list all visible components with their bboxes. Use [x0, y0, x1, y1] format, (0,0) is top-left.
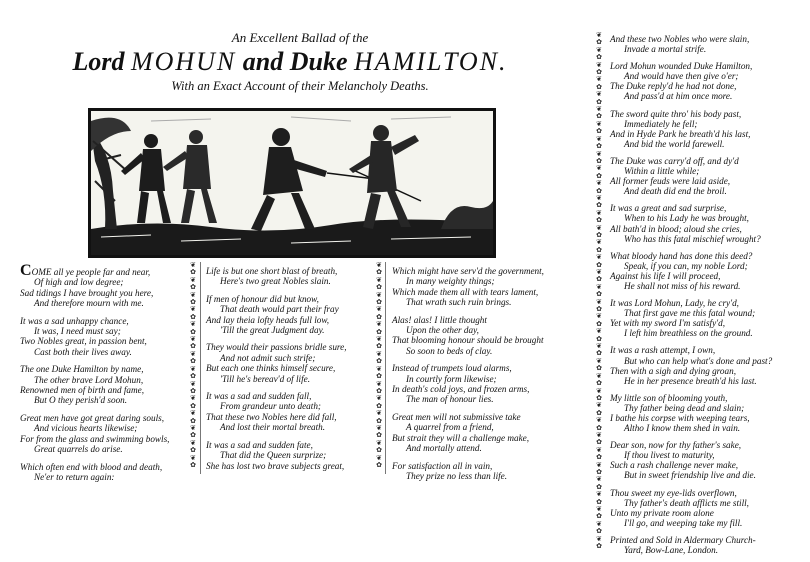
verse-line: That wrath such ruin brings.	[406, 297, 512, 308]
stanza	[206, 294, 374, 336]
verse-line: For satisfaction all in vain,	[392, 460, 493, 471]
verse-line: In many weighty things;	[406, 276, 495, 287]
verse-line: Life is but one short blast of breath,	[206, 266, 338, 276]
verse-line: And vicious hearts likewise;	[34, 423, 138, 434]
ornament-border-left: ❦ ✿ ❦ ✿ ❦ ✿ ❦ ✿ ❦ ✿ ❦ ✿ ❦ ✿ ❦ ✿ ❦ ✿ ❦ ✿ ❦ ✿ ❦ ✿ ❦ ✿ ❦ ✿	[190, 261, 196, 469]
verse-line	[20, 262, 188, 279]
stanza	[20, 462, 188, 483]
verse-line: It was a sad and sudden fall,	[206, 391, 312, 402]
stanza	[392, 363, 578, 405]
verse-line: It was a sad unhappy chance,	[20, 315, 129, 326]
verse-line: Within a little while;	[624, 166, 700, 177]
verse-line: I'll go, and weeping take my fill.	[624, 517, 743, 528]
verse-line: But O they perish'd soon.	[34, 395, 128, 406]
verse-line: Which might have serv'd the government,	[392, 266, 544, 276]
verse-line: 'Till the great Judgment day.	[220, 325, 325, 336]
verse-line: Great quarrels do arise.	[34, 444, 123, 455]
verse-line: Upon the other day,	[406, 325, 479, 336]
stanza	[206, 342, 374, 384]
verse-line: Thy father's death afflicts me still,	[624, 497, 749, 508]
ballad-column-4	[610, 34, 806, 562]
verse-line: And not admit such strife;	[220, 352, 316, 363]
verse-line: Immediately he fell;	[624, 118, 698, 129]
verse-line: In death's cold joys, and frozen arms,	[392, 384, 530, 395]
verse-line: And would have then give o'er;	[624, 71, 739, 82]
verse-line: They prize no less than life.	[406, 470, 508, 481]
title-word-and-duke: and Duke	[242, 47, 348, 76]
verse-line: The Duke was carry'd off, and dy'd	[610, 155, 739, 166]
verse-line: Altho I know them shed in vain.	[624, 423, 741, 434]
stanza	[20, 364, 188, 406]
title-word-lord: Lord	[72, 47, 125, 76]
verse-line: Invade a mortal strife.	[624, 44, 707, 55]
verse-line: But in sweet friendship live and die.	[624, 470, 756, 481]
stanza	[206, 391, 374, 433]
verse-line: And death did end the broil.	[624, 186, 727, 197]
verse-line: Unto my private room alone	[610, 507, 714, 518]
stanza	[610, 393, 806, 433]
verse-line: And mortally attend.	[406, 443, 482, 454]
drop-cap: C	[20, 262, 32, 279]
stanza	[610, 440, 806, 480]
verse-line: But strait they will a challenge make,	[392, 432, 530, 443]
verse-line: That first gave me this fatal wound;	[624, 308, 756, 319]
verse-line: Then with a sigh and dying groan,	[610, 365, 736, 376]
verse-line: When to his Lady he was brought,	[624, 213, 749, 224]
verse-line-text: OME all ye people far and near,	[31, 267, 151, 277]
verse-line: He in her presence breath'd his last.	[624, 375, 757, 386]
stanza	[610, 298, 806, 338]
stanza	[610, 535, 806, 555]
stanza	[392, 461, 578, 482]
verse-line: That these two Nobles here did fall,	[206, 411, 337, 422]
stanza	[206, 266, 374, 287]
verse-line: My little son of blooming youth,	[610, 392, 728, 403]
stanza	[20, 413, 188, 455]
column-rule	[200, 262, 201, 474]
duel-scene-image	[91, 111, 493, 255]
verse-line: So soon to beds of clay.	[406, 345, 493, 356]
verse-line: That did the Queen surprize;	[220, 450, 327, 461]
verse-line: The sword quite thro' his body past,	[610, 108, 742, 119]
verse-line: And lost their mortal breath.	[220, 422, 326, 433]
ballad-column-3	[392, 266, 578, 488]
verse-line: Renowned men of birth and fame,	[20, 385, 145, 396]
verse-line: Of high and low degree;	[34, 277, 124, 288]
verse-line: All former feuds were laid aside,	[610, 176, 731, 187]
title-word-hamilton: HAMILTON.	[354, 47, 508, 76]
verse-line: But who can help what's done and past?	[624, 355, 773, 366]
verse-line: And bid the world farewell.	[624, 138, 725, 149]
verse-line: I bathe his corpse with weeping tears,	[610, 413, 750, 423]
stanza	[392, 266, 578, 308]
verse-line: It was a rash attempt, I own,	[610, 345, 716, 356]
verse-line: Great men will not submissive take	[392, 411, 521, 422]
stanza	[610, 203, 806, 243]
verse-line: If men of honour did but know,	[206, 293, 319, 304]
verse-line: Ne'er to return again:	[34, 471, 115, 482]
verse-line: If thou livest to maturity,	[624, 450, 715, 461]
stanza	[610, 488, 806, 528]
ballad-column-1	[20, 262, 188, 489]
stanza	[610, 156, 806, 196]
verse-line: I left him breathless on the ground.	[624, 328, 753, 339]
verse-line: He shall not miss of his reward.	[624, 280, 741, 291]
verse-line: Speak, if you can, my noble Lord;	[624, 260, 748, 271]
verse-line: And pass'd at him once more.	[624, 91, 733, 102]
verse-line: The man of honour lies.	[406, 394, 494, 405]
verse-line: Thou sweet my eye-lids overflown,	[610, 487, 737, 498]
verse-line: The one Duke Hamilton by name,	[20, 364, 144, 375]
verse-line: Yet with my sword I'm satisfy'd,	[610, 318, 726, 329]
verse-line: That blooming honour should be brought	[392, 335, 544, 346]
stanza	[610, 251, 806, 291]
verse-line: Dear son, now for thy father's sake,	[610, 440, 742, 451]
verse-line: They would their passions bridle sure,	[206, 342, 347, 353]
verse-line: All bath'd in blood; aloud she cries,	[610, 223, 742, 234]
verse-line: Cast both their lives away.	[34, 346, 132, 357]
verse-line: In courtly form likewise;	[406, 373, 497, 384]
verse-line: And therefore mourn with me.	[34, 298, 144, 309]
stanza	[610, 345, 806, 385]
verse-line: Yard, Bow-Lane, London.	[624, 545, 719, 556]
verse-line: And these two Nobles who were slain,	[610, 34, 750, 44]
verse-line: The other brave Lord Mohun,	[34, 374, 144, 385]
verse-line: Who has this fatal mischief wrought?	[624, 233, 761, 244]
ornament-border-middle: ❦ ✿ ❦ ✿ ❦ ✿ ❦ ✿ ❦ ✿ ❦ ✿ ❦ ✿ ❦ ✿ ❦ ✿ ❦ ✿ ❦ ✿ ❦ ✿ ❦ ✿ ❦ ✿	[376, 261, 382, 469]
title-word-mohun: MOHUN	[130, 47, 237, 76]
verse-line: Printed and Sold in Aldermary Church-	[610, 534, 756, 545]
verse-line: And in Hyde Park he breath'd his last,	[610, 128, 751, 139]
woodcut-illustration	[88, 108, 496, 258]
verse-line: Lord Mohun wounded Duke Hamilton,	[610, 61, 753, 72]
stanza	[610, 61, 806, 101]
verse-line: Here's two great Nobles slain.	[220, 276, 331, 287]
stanza	[20, 316, 188, 358]
ballad-subtitle: With an Exact Account of their Melancholy Deaths.	[171, 79, 429, 93]
verse-line: Which often end with blood and death,	[20, 461, 163, 472]
ballad-column-2	[206, 266, 374, 478]
ornament-border-right: ❦ ✿ ❦ ✿ ❦ ✿ ❦ ✿ ❦ ✿ ❦ ✿ ❦ ✿ ❦ ✿ ❦ ✿ ❦ ✿ ❦ ✿ ❦ ✿ ❦ ✿ ❦ ✿ ❦ ✿ ❦ ✿ ❦ ✿ ❦ ✿ ❦ ✿ ❦ ✿ ❦ ✿ ❦ ✿ ❦ ✿ ❦ ✿ ❦ ✿ ❦ ✿ ❦ ✿ ❦ ✿ ❦ ✿ ❦ ✿ ❦ ✿ ❦ ✿ ❦ ✿ ❦ ✿ ❦ ✿	[596, 31, 602, 551]
stanza	[20, 262, 188, 309]
verse-line: Instead of trumpets loud alarms,	[392, 363, 512, 374]
stanza	[610, 34, 806, 54]
verse-line: Which made them all with tears lament,	[392, 286, 539, 297]
verse-line: Thy father being dead and slain;	[624, 402, 745, 413]
verse-line: Alas! alas! I little thought	[392, 314, 487, 325]
verse-line: What bloody hand has done this deed?	[610, 250, 753, 261]
stanza	[206, 440, 374, 471]
ballad-title-line: An Excellent Ballad of the	[231, 30, 369, 45]
stanza	[610, 109, 806, 149]
verse-line: A quarrel from a friend,	[406, 422, 494, 433]
verse-line: 'Till he's bereav'd of life.	[220, 373, 311, 384]
verse-line: Such a rash challenge never make,	[610, 460, 739, 471]
verse-line: Two Nobles great, in passion bent,	[20, 336, 147, 347]
verse-line: It was, I need must say;	[34, 326, 121, 337]
verse-line: That death would part their fray	[220, 304, 339, 315]
stanza	[392, 315, 578, 357]
verse-line: The Duke reply'd he had not done,	[610, 81, 737, 92]
ballad-main-title	[20, 48, 560, 76]
verse-line: It was a sad and sudden fate,	[206, 439, 313, 450]
verse-line: Against his life I will proceed,	[610, 270, 721, 281]
verse-line: From grandeur unto death;	[220, 401, 321, 412]
verse-line: She has lost two brave subjects great,	[206, 460, 345, 471]
verse-line: It was a great and sad surprise,	[610, 203, 727, 214]
verse-line: Great men have got great daring souls,	[20, 412, 165, 423]
column-rule	[385, 262, 386, 474]
verse-line: Sad tidings I have brought you here,	[20, 287, 154, 298]
verse-line: And lay theia lofty heads full low,	[206, 314, 330, 325]
stanza	[392, 412, 578, 454]
verse-line: For from the glass and swimming bowls,	[20, 433, 170, 444]
verse-line: But each one thinks himself secure,	[206, 363, 336, 374]
verse-line: It was Lord Mohun, Lady, he cry'd,	[610, 298, 739, 309]
